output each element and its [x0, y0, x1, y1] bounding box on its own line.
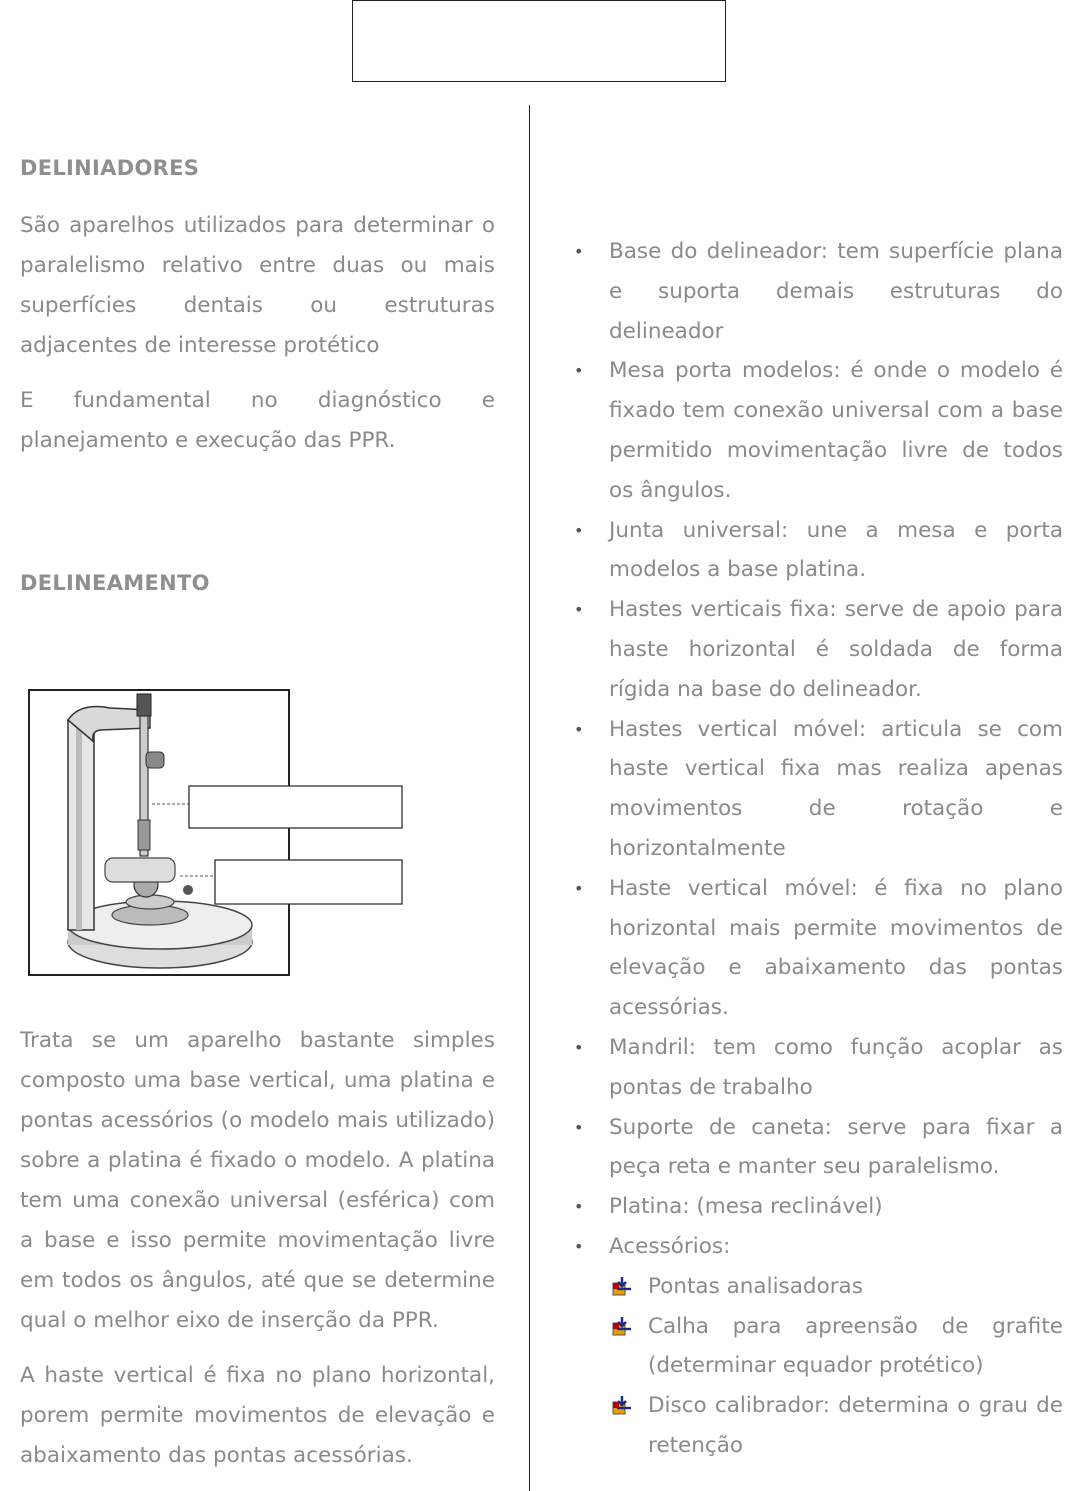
heading-delineadores: DELINIADORES	[20, 156, 200, 180]
list-item: • Haste vertical móvel: é fixa no plano horizontal mais permite movimentos de elevação e abaixamento das pontas acessórias.	[570, 869, 1063, 1028]
sub-list-item: Pontas analisadoras	[609, 1267, 1063, 1307]
bullet-dot-icon: •	[574, 1236, 584, 1256]
column-divider	[529, 105, 530, 1491]
list-item: • Acessórios: Pontas analisadoras Calha para apreensão de grafite (determinar equador protético) Disco calibrador: determina o grau de retenção	[570, 1227, 1063, 1466]
bullet-dot-icon: •	[574, 719, 584, 739]
list-item: • Base do delineador: tem superfície plana e suporta demais estruturas do delineador	[570, 232, 1063, 351]
bullet-dot-icon: •	[574, 520, 584, 540]
bullet-dot-icon: •	[574, 242, 584, 261]
bullet-dot-icon: •	[574, 1037, 584, 1057]
list-item: • Mandril: tem como função acoplar as pontas de trabalho	[570, 1028, 1063, 1108]
arrow-square-icon	[611, 1317, 633, 1337]
paragraph-importance: E fundamental no diagnóstico e planejamento e execução das PPR.	[20, 388, 495, 453]
list-item: • Suporte de caneta: serve para fixar a peça reta e manter seu paralelismo.	[570, 1108, 1063, 1188]
list-item: • Platina: (mesa reclinável)	[570, 1187, 1063, 1227]
bullet-dot-icon: •	[574, 600, 584, 620]
list-item: • Hastes verticais fixa: serve de apoio para haste horizontal é soldada de forma rígida na base do delineador.	[570, 590, 1063, 709]
bullet-dot-icon: •	[574, 878, 584, 898]
paragraph-definition: São aparelhos utilizados para determinar o paralelismo relativo entre duas ou mais superfícies dentais ou estruturas adjacentes de interesse protético	[20, 213, 495, 358]
bullet-dot-icon: •	[574, 1197, 584, 1217]
arrow-square-icon	[611, 1277, 633, 1297]
arrow-square-icon	[611, 1396, 633, 1416]
sub-list-item: Disco calibrador: determina o grau de retenção	[609, 1386, 1063, 1466]
accessories-list	[609, 1267, 1063, 1466]
paragraph-vertical-rod: A haste vertical é fixa no plano horizontal, porem permite movimentos de elevação e abaixamento das pontas acessórias.	[20, 1363, 495, 1468]
components-list	[570, 232, 1063, 1466]
surveyor-figure	[20, 680, 404, 980]
bullet-dot-icon: •	[574, 361, 584, 381]
title-box	[352, 0, 726, 82]
paragraph-description: Trata se um aparelho bastante simples composto uma base vertical, uma platina e pontas acessórios (o modelo mais utilizado) sobre a platina é fixado o modelo. A platina tem uma conexão universal (esférica) com a base e isso permite movimentação livre em todos os ângulos, até que se determine qual o melhor eixo de inserção da PPR.	[20, 1028, 495, 1333]
sub-list-item: Calha para apreensão de grafite (determinar equador protético)	[609, 1307, 1063, 1387]
bullet-dot-icon: •	[574, 1117, 584, 1137]
list-item: • Junta universal: une a mesa e porta modelos a base platina.	[570, 511, 1063, 591]
list-item: • Mesa porta modelos: é onde o modelo é fixado tem conexão universal com a base permitido movimentação livre de todos os ângulos.	[570, 351, 1063, 510]
heading-delineamento: DELINEAMENTO	[20, 571, 210, 595]
list-item: • Hastes vertical móvel: articula se com haste vertical fixa mas realiza apenas movimentos de rotação e horizontalmente	[570, 710, 1063, 869]
